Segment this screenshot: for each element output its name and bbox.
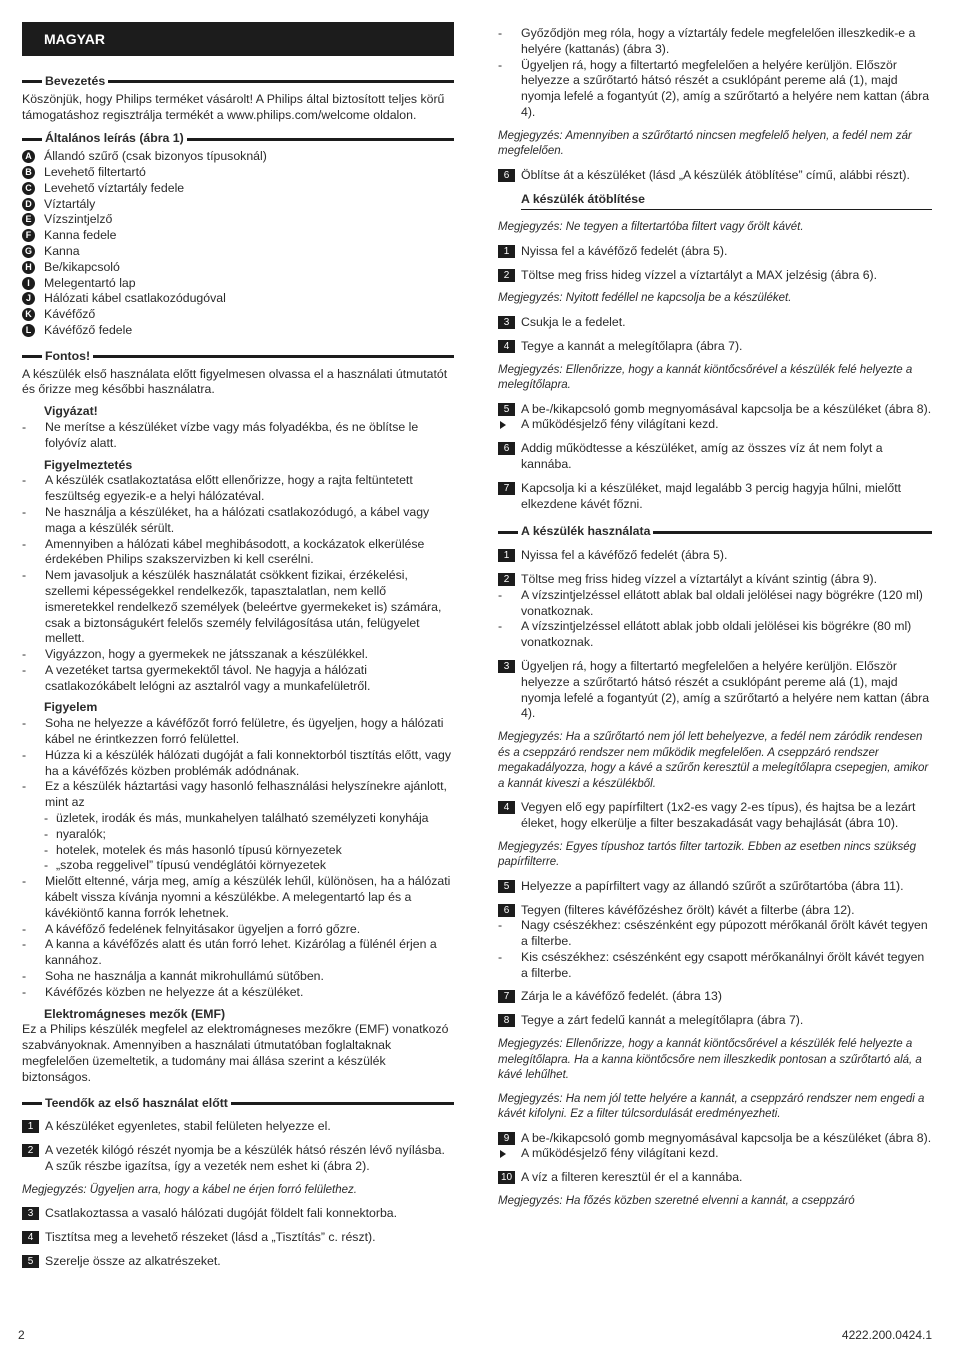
use-step-9 bbox=[498, 1131, 932, 1147]
language-header: MAGYAR bbox=[22, 22, 454, 56]
filter-check-list bbox=[498, 26, 932, 121]
emf-text: Ez a Philips készülék megfelel az elektromágneses mezőkre (EMF) vonatkozó szabványoknak. Amennyiben a használati útmutatóban foglaltaknak megfelelően üzemeltetik, a tudomány mai állása szerint a készülék biztonságos. bbox=[22, 1022, 449, 1084]
list-item: - Kis csészékhez: csészénként egy csapott mérőkanálnyi őrölt kávét tegyen a filterbe. bbox=[498, 950, 932, 982]
parts-list-item bbox=[22, 260, 454, 276]
step-text: Tisztítsa meg a levehető részeket (lásd a „Tisztítás” c. részt). bbox=[45, 1230, 376, 1245]
section-heading-intro: Bevezetés bbox=[22, 74, 454, 90]
step-number: 5 bbox=[22, 1255, 39, 1268]
step-item bbox=[498, 659, 932, 722]
step-number: 4 bbox=[22, 1231, 39, 1244]
step-text: Öblítse át a készüléket (lásd „A készülék átöblítése” című, alábbi részt). bbox=[521, 167, 910, 182]
caution-sublist bbox=[22, 811, 454, 874]
left-column bbox=[22, 22, 454, 1270]
intro-text: Köszönjük, hogy Philips terméket vásárolt! A Philips által biztosított teljes körű támogatáshoz regisztrálja termékét a www.philips.com/welcome oldalon. bbox=[22, 91, 445, 122]
step-number: 1 bbox=[498, 549, 515, 562]
step-text: Tegye a kannát a melegítőlapra (ábra 7). bbox=[521, 338, 743, 353]
part-label: Állandó szűrő (csak bizonyos típusoknál) bbox=[44, 149, 267, 164]
step-number: 5 bbox=[498, 403, 515, 416]
important-text: A készülék első használata előtt figyelmesen olvassa el a használati útmutatót és őrizze meg későbbi használatra. bbox=[22, 366, 448, 397]
bullet-indicator-light: A működésjelző fény világítani kezd. bbox=[498, 417, 932, 433]
step-text: Csatlakoztassa a vasaló hálózati dugóját földelt fali konnektorba. bbox=[45, 1206, 398, 1221]
part-letter-badge: C bbox=[22, 182, 35, 195]
step-item bbox=[498, 244, 932, 260]
step-number: 4 bbox=[498, 801, 515, 814]
list-item: - Nem javasoljuk a készülék használatát csökkent fizikai, érzékelési, szellemi képességekkel rendelkezők, tapasztalatlan, nem kellő ismeretekkel rendelkező személyek (beleértve gyermekeket is) számára, csak a biztonságukért felelős személy felvilágosítása után, felügyelet mellett. bbox=[22, 568, 454, 647]
flush-steps-c bbox=[498, 441, 932, 512]
step-text: Vegyen elő egy papírfiltert (1x2-es vagy 2-es típus), és hajtsa be a lezárt éleket, hogy elkerülje a filter beszakadását vagy behajlását (ábra 10). bbox=[521, 800, 916, 830]
step-item bbox=[498, 1170, 932, 1186]
note: Megjegyzés: Ha nem jól tette helyére a kannát, a cseppzáró rendszer nem engedi a kávét kifolyni. Ez a filter túlcsordulását eredményezheti. bbox=[498, 1092, 925, 1121]
list-item: - üzletek, irodák és más, munkahelyen található személyzeti konyhája bbox=[22, 811, 454, 827]
part-label: Melegentartó lap bbox=[44, 275, 136, 290]
part-letter-badge: D bbox=[22, 198, 35, 211]
step-number: 6 bbox=[498, 442, 515, 455]
part-letter-badge: F bbox=[22, 229, 35, 242]
step-text: Ügyeljen rá, hogy a filtertartó megfelelően a helyére kerüljön. Először helyezze a szűrőtartó hátsó részét a csuklópánt pereme alá (1), majd nyomja lefelé a fogantyút (2), amíg a szűrőtartó a helyére nem kattan (ábra 4). bbox=[521, 658, 930, 721]
list-item: - Ne merítse a készüléket vízbe vagy más folyadékba, és ne öblítse le folyóvíz alatt. bbox=[22, 420, 454, 452]
list-item: - Vigyázzon, hogy a gyermekek ne játsszanak a készülékkel. bbox=[22, 647, 454, 663]
parts-list-item bbox=[22, 323, 454, 339]
note: Megjegyzés: Nyitott fedéllel ne kapcsolja be a készüléket. bbox=[498, 292, 792, 305]
parts-list-item bbox=[22, 228, 454, 244]
list-item: - A vezetéket tartsa gyermekektől távol. Ne hagyja a hálózati csatlakozókábelt lelógni az asztalról vagy a munkafelületről. bbox=[22, 663, 454, 695]
parts-list-item bbox=[22, 307, 454, 323]
step-item bbox=[22, 1254, 454, 1270]
section-heading-important: Fontos! bbox=[22, 349, 454, 365]
step-number: 3 bbox=[498, 660, 515, 673]
step-item bbox=[498, 800, 932, 832]
note: Megjegyzés: Ügyeljen arra, hogy a kábel ne érjen forró felülethez. bbox=[22, 1183, 357, 1196]
step-item bbox=[498, 402, 932, 418]
part-label: Be/kikapcsoló bbox=[44, 259, 120, 274]
part-letter-badge: K bbox=[22, 308, 35, 321]
step-number: 2 bbox=[498, 269, 515, 282]
use-step-8 bbox=[498, 1013, 932, 1029]
caution-list bbox=[22, 716, 454, 811]
list-item: - Győződjön meg róla, hogy a víztartály fedele megfelelően illeszkedik-e a helyére (kattanás) (ábra 3). bbox=[498, 26, 932, 58]
part-label: Levehető víztartály fedele bbox=[44, 180, 185, 195]
parts-list-item bbox=[22, 197, 454, 213]
step-number: 3 bbox=[498, 316, 515, 329]
step-item bbox=[22, 1119, 454, 1135]
step-number: 3 bbox=[22, 1207, 39, 1220]
list-item: - A vízszintjelzéssel ellátott ablak jobb oldali jelölései kis bögrékre (80 ml) vonatkoznak. bbox=[498, 619, 932, 651]
use-step-2 bbox=[498, 572, 932, 588]
use-step-4 bbox=[498, 800, 932, 832]
list-item: - Soha ne használja a kannát mikrohullámú sütőben. bbox=[22, 969, 454, 985]
use-step-10 bbox=[498, 1170, 932, 1186]
step-item bbox=[498, 1131, 932, 1147]
use-step-3 bbox=[498, 659, 932, 722]
list-item: - nyaralók; bbox=[22, 827, 454, 843]
list-item: - Húzza ki a készülék hálózati dugóját a fali konnektorból tisztítás előtt, vagy ha a kávéfőzés közben problémák adódnának. bbox=[22, 748, 454, 780]
note: Megjegyzés: Ne tegyen a filtertartóba filtert vagy őrölt kávét. bbox=[498, 221, 804, 234]
step-number: 2 bbox=[498, 573, 515, 586]
emf-heading: Elektromágneses mezők (EMF) bbox=[44, 1006, 226, 1021]
coffee-amount-notes bbox=[498, 918, 932, 981]
note: Megjegyzés: Ellenőrizze, hogy a kannát kiöntőcsőrével a készülék felé helyezte a melegítőlapra. Ha a kanna kiöntőcsőre nem illeszkedik pontosan a szűrőtartó alá, a kávé lehűlhet. bbox=[498, 1038, 922, 1082]
list-item: - A készülék csatlakoztatása előtt ellenőrizze, hogy a rajta feltüntetett feszültség egyezik-e a helyi hálózatéval. bbox=[22, 473, 454, 505]
list-item: - A kávéfőző fedelének felnyitásakor ügyeljen a forró gőzre. bbox=[22, 922, 454, 938]
use-step-6 bbox=[498, 903, 932, 919]
step-text: A víz a filteren keresztül ér el a kannába. bbox=[521, 1170, 743, 1185]
first-use-steps bbox=[22, 1119, 454, 1174]
rinse-step bbox=[498, 168, 932, 184]
list-item: - A vízszintjelzéssel ellátott ablak bal oldali jelölései nagy bögrékre (120 ml) vonatkoznak. bbox=[498, 588, 932, 620]
step-number: 1 bbox=[22, 1120, 39, 1133]
danger-heading: Vigyázat! bbox=[44, 404, 98, 419]
step-item bbox=[498, 268, 932, 284]
note: Megjegyzés: Ellenőrizze, hogy a kannát kiöntőcsőrével a készülék felé helyezte a melegítőlapra. bbox=[498, 363, 913, 392]
parts-list-item bbox=[22, 291, 454, 307]
note: Megjegyzés: Ha a szűrőtartó nem jól lett behelyezve, a fedél nem záródik rendesen és a cseppzáró rendszer nem működik megfelelően. A cseppzáró rendszer megakadályozza, hogy a kávé a szűrőn keresztül a melegítőlapra csepegjen, amikor a kannát kiveszi a készülékből. bbox=[498, 731, 929, 790]
step-item bbox=[498, 481, 932, 513]
step-text: Töltse meg friss hideg vízzel a víztartályt a kívánt szintig (ábra 9). bbox=[521, 571, 878, 586]
step-number: 9 bbox=[498, 1132, 515, 1145]
part-label: Víztartály bbox=[44, 196, 96, 211]
parts-list-item bbox=[22, 165, 454, 181]
part-label: Kávéfőző fedele bbox=[44, 322, 133, 337]
part-letter-badge: H bbox=[22, 261, 35, 274]
list-item: - Kávéfőzés közben ne helyezze át a készüléket. bbox=[22, 985, 454, 1001]
part-letter-badge: B bbox=[22, 166, 35, 179]
part-letter-badge: E bbox=[22, 213, 35, 226]
parts-list bbox=[22, 149, 454, 339]
part-label: Kanna fedele bbox=[44, 228, 117, 243]
step-text: Töltse meg friss hideg vízzel a víztartályt a MAX jelzésig (ábra 6). bbox=[521, 267, 878, 282]
step-item bbox=[498, 441, 932, 473]
step-number: 2 bbox=[22, 1144, 39, 1157]
use-step-1 bbox=[498, 548, 932, 564]
section-heading-first-use: Teendők az első használat előtt bbox=[22, 1096, 454, 1112]
list-item: - Nagy csészékhez: csészénként egy púpozott mérőkanál őrölt kávét tegyen a filterbe. bbox=[498, 918, 932, 950]
flush-steps bbox=[498, 244, 932, 284]
note: Megjegyzés: Ha főzés közben szeretné elvenni a kannát, a cseppzáró bbox=[498, 1194, 855, 1207]
caution-list-continued bbox=[22, 874, 454, 1000]
parts-list-item bbox=[22, 181, 454, 197]
note: Megjegyzés: Egyes típushoz tartós filter tartozik. Ebben az esetben nincs szükség papírfilterre. bbox=[498, 840, 917, 869]
step-text: Kapcsolja ki a készüléket, majd legalább 3 percig hagyja hűlni, mielőtt elkezdene kávét főzni. bbox=[521, 480, 902, 511]
step-number: 4 bbox=[498, 340, 515, 353]
step-text: Csukja le a fedelet. bbox=[521, 314, 626, 329]
step-number: 6 bbox=[498, 169, 515, 182]
list-item: - „szoba reggelivel” típusú vendéglátói környezetek bbox=[22, 858, 454, 874]
step-item bbox=[498, 315, 932, 331]
step-text: Nyissa fel a kávéfőző fedelét (ábra 5). bbox=[521, 548, 728, 563]
step-number: 5 bbox=[498, 880, 515, 893]
step-item bbox=[498, 548, 932, 564]
parts-list-item bbox=[22, 212, 454, 228]
step-item bbox=[498, 168, 932, 184]
step-item bbox=[22, 1230, 454, 1246]
part-letter-badge: G bbox=[22, 245, 35, 258]
part-label: Hálózati kábel csatlakozódugóval bbox=[44, 291, 226, 306]
step-number: 10 bbox=[498, 1171, 515, 1184]
part-letter-badge: L bbox=[22, 324, 35, 337]
step-text: Szerelje össze az alkatrészeket. bbox=[45, 1253, 221, 1268]
section-heading-general: Általános leírás (ábra 1) bbox=[22, 131, 454, 147]
warning-heading: Figyelmeztetés bbox=[44, 457, 133, 472]
part-letter-badge: A bbox=[22, 150, 35, 163]
step-text: Addig működtesse a készüléket, amíg az összes víz át nem folyt a kannába. bbox=[521, 441, 883, 471]
first-use-steps-continued bbox=[22, 1206, 454, 1269]
step-item bbox=[22, 1143, 454, 1175]
step-number: 8 bbox=[498, 1014, 515, 1027]
note: Megjegyzés: Amennyiben a szűrőtartó nincsen megfelelő helyen, a fedél nem zár megfelelően. bbox=[498, 129, 912, 158]
caution-heading: Figyelem bbox=[44, 700, 98, 715]
step-number: 7 bbox=[498, 482, 515, 495]
step-text: A készüléket egyenletes, stabil felületen helyezze el. bbox=[45, 1119, 331, 1134]
list-item: - Ügyeljen rá, hogy a filtertartó megfelelően a helyére kerüljön. Először helyezze a szűrőtartó hátsó részét a csuklópánt pereme alá (1), majd nyomja lefelé a fogantyút (2), amíg a szűrőtartó a helyére nem kattan (ábra 4). bbox=[498, 58, 932, 121]
flush-step-5 bbox=[498, 402, 932, 418]
part-letter-badge: J bbox=[22, 292, 35, 305]
part-label: Kanna bbox=[44, 243, 80, 258]
list-item: - Ne használja a készüléket, ha a hálózati csatlakozódugó, a kábel vagy maga a készülék sérült. bbox=[22, 505, 454, 537]
step-item bbox=[498, 572, 932, 588]
list-item: - Amennyiben a hálózati kábel meghibásodott, a kockázatok elkerülése érdekében Philips szakszervizben ki kell cserélni. bbox=[22, 537, 454, 569]
list-item: - Soha ne helyezze a kávéfőzőt forró felületre, és ügyeljen, hogy a hálózati kábel ne érintkezzen forró felülettel. bbox=[22, 716, 454, 748]
step-item bbox=[498, 1013, 932, 1029]
parts-list-item bbox=[22, 149, 454, 165]
list-item: - A kanna a kávéfőzés alatt és után forró lehet. Kizárólag a fülénél érjen a kannához. bbox=[22, 937, 454, 969]
step-item bbox=[498, 903, 932, 919]
water-level-notes bbox=[498, 588, 932, 651]
danger-list bbox=[22, 420, 454, 452]
section-heading-flush: A készülék átöblítése bbox=[521, 192, 932, 211]
part-label: Levehető filtertartó bbox=[44, 164, 146, 179]
list-item: - Mielőtt eltenné, várja meg, amíg a készülék lehűl, különösen, ha a hálózati kábelt vissza kívánja nyomni a készülékbe. A melegentartó lap és a kávékiöntő kanna forrók lehetnek. bbox=[22, 874, 454, 921]
page-number: 2 bbox=[18, 1328, 25, 1342]
step-text: A be-/kikapcsoló gomb megnyomásával kapcsolja be a készüléket (ábra 8). bbox=[521, 1130, 932, 1145]
step-text: Tegye a zárt fedelű kannát a melegítőlapra (ábra 7). bbox=[521, 1013, 804, 1028]
use-step-7 bbox=[498, 989, 932, 1005]
step-text: Nyissa fel a kávéfőző fedelét (ábra 5). bbox=[521, 243, 728, 258]
list-item: - hotelek, motelek és más hasonló típusú környezetek bbox=[22, 843, 454, 859]
step-text: Helyezze a papírfiltert vagy az állandó szűrőt a szűrőtartóba (ábra 11). bbox=[521, 878, 904, 893]
part-label: Vízszintjelző bbox=[44, 212, 113, 227]
step-item bbox=[498, 339, 932, 355]
step-number: 1 bbox=[498, 245, 515, 258]
step-number: 7 bbox=[498, 990, 515, 1003]
document-code: 4222.200.0424.1 bbox=[841, 1328, 932, 1342]
step-text: A vezeték kilógó részét nyomja be a készülék hátsó részén lévő nyílásba. A szűk részbe igazítsa, így a vezeték nem eshet ki (ábra 2). bbox=[45, 1143, 445, 1173]
part-letter-badge: I bbox=[22, 277, 35, 290]
use-step-5 bbox=[498, 879, 932, 895]
section-heading-use: A készülék használata bbox=[498, 524, 932, 540]
step-text: Zárja le a kávéfőző fedelét. (ábra 13) bbox=[521, 989, 722, 1004]
parts-list-item bbox=[22, 244, 454, 260]
warning-list bbox=[22, 473, 454, 694]
part-label: Kávéfőző bbox=[44, 307, 96, 322]
flush-steps-b bbox=[498, 315, 932, 355]
parts-list-item bbox=[22, 276, 454, 292]
step-item bbox=[22, 1206, 454, 1222]
step-item bbox=[498, 989, 932, 1005]
step-text: A be-/kikapcsoló gomb megnyomásával kapcsolja be a készüléket (ábra 8). bbox=[521, 401, 932, 416]
step-text: Tegyen (filteres kávéfőzéshez őrölt) kávét a filterbe (ábra 12). bbox=[521, 902, 855, 917]
step-item bbox=[498, 879, 932, 895]
step-number: 6 bbox=[498, 904, 515, 917]
bullet-indicator-light: A működésjelző fény világítani kezd. bbox=[498, 1146, 932, 1162]
list-item: - Ez a készülék háztartási vagy hasonló felhasználási helyszínekre ajánlott, mint az bbox=[22, 779, 454, 811]
right-column bbox=[498, 26, 932, 1209]
